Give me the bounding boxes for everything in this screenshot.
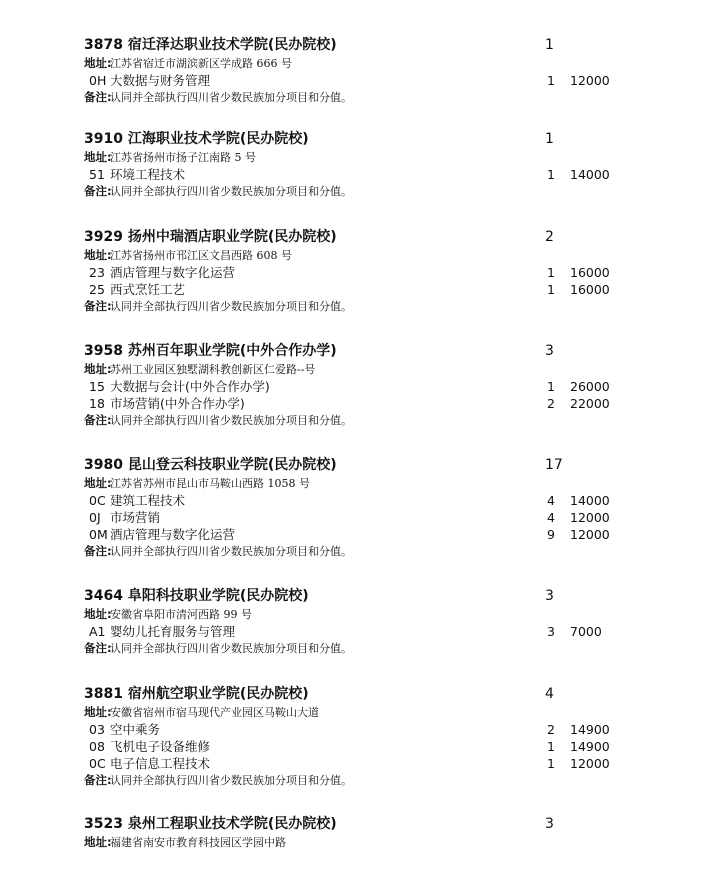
- school-entry: [0, 456, 716, 560]
- major-name: 酒店管理与数字化运营: [110, 527, 236, 542]
- major-row: [0, 755, 716, 772]
- school-title: 3929 扬州中瑞酒店职业学院(民办院校): [84, 229, 337, 245]
- major-plan-number: 2: [547, 396, 555, 411]
- note-row: [0, 89, 716, 106]
- major-row: [0, 166, 716, 183]
- address-label: 地址:: [84, 705, 112, 719]
- major-tuition-fee: 14900: [570, 722, 610, 737]
- address-row: [0, 704, 716, 721]
- major-code: 18: [89, 396, 105, 411]
- address-text: 福建省南安市教育科技园区学园中路: [110, 836, 286, 849]
- major-row: [0, 623, 716, 640]
- address-text: 江苏省苏州市昆山市马鞍山西路 1058 号: [110, 477, 310, 490]
- major-plan-number: 1: [547, 265, 555, 280]
- major-plan-number: 1: [547, 73, 555, 88]
- address-row: [0, 475, 716, 492]
- school-plan-count: 2: [545, 229, 554, 245]
- address-text: 安徽省宿州市宿马现代产业园区马鞍山大道: [110, 706, 319, 719]
- major-tuition-fee: 12000: [570, 510, 610, 525]
- note-label: 备注:: [84, 544, 112, 558]
- school-plan-count: 3: [545, 588, 554, 604]
- major-tuition-fee: 12000: [570, 73, 610, 88]
- school-plan-count: 3: [545, 816, 554, 832]
- major-name: 电子信息工程技术: [110, 756, 211, 771]
- school-header: [0, 685, 716, 704]
- major-plan-number: 9: [547, 527, 555, 542]
- major-plan-number: 1: [547, 379, 555, 394]
- note-row: [0, 772, 716, 789]
- school-title: 3878 宿迁泽达职业技术学院(民办院校): [84, 37, 337, 53]
- address-label: 地址:: [84, 362, 112, 376]
- school-plan-count: 1: [545, 37, 554, 53]
- school-title: 3881 宿州航空职业学院(民办院校): [84, 686, 309, 702]
- address-label: 地址:: [84, 150, 112, 164]
- major-row: [0, 526, 716, 543]
- address-label: 地址:: [84, 248, 112, 262]
- school-entry: [0, 815, 716, 851]
- school-plan-count: 4: [545, 686, 554, 702]
- address-label: 地址:: [84, 56, 112, 70]
- major-row: [0, 721, 716, 738]
- note-label: 备注:: [84, 299, 112, 313]
- major-code: 25: [89, 282, 105, 297]
- address-label: 地址:: [84, 607, 112, 621]
- note-label: 备注:: [84, 641, 112, 655]
- note-label: 备注:: [84, 773, 112, 787]
- note-row: [0, 640, 716, 657]
- school-title: 3523 泉州工程职业技术学院(民办院校): [84, 816, 337, 832]
- note-label: 备注:: [84, 413, 112, 427]
- major-name: 大数据与财务管理: [110, 73, 211, 88]
- major-tuition-fee: 12000: [570, 756, 610, 771]
- school-title: 3464 阜阳科技职业学院(民办院校): [84, 588, 309, 604]
- school-header: [0, 228, 716, 247]
- address-text: 江苏省扬州市邗江区文昌西路 608 号: [110, 249, 292, 262]
- school-entry: [0, 342, 716, 429]
- major-name: 环境工程技术: [110, 167, 186, 182]
- note-text: 认同并全部执行四川省少数民族加分项目和分值。: [110, 91, 352, 104]
- address-label: 地址:: [84, 476, 112, 490]
- major-name: 市场营销: [110, 510, 161, 525]
- major-plan-number: 3: [547, 624, 555, 639]
- major-tuition-fee: 14000: [570, 167, 610, 182]
- major-row: [0, 492, 716, 509]
- address-text: 安徽省阜阳市清河西路 99 号: [110, 608, 252, 621]
- school-entry: [0, 587, 716, 657]
- note-label: 备注:: [84, 184, 112, 198]
- school-header: [0, 36, 716, 55]
- note-row: [0, 412, 716, 429]
- address-text: 江苏省宿迁市湖滨新区学成路 666 号: [110, 57, 292, 70]
- note-label: 备注:: [84, 90, 112, 104]
- address-text: 江苏省扬州市扬子江南路 5 号: [110, 151, 256, 164]
- school-header: [0, 587, 716, 606]
- school-title: 3958 苏州百年职业学院(中外合作办学): [84, 343, 337, 359]
- address-row: [0, 55, 716, 72]
- major-row: [0, 264, 716, 281]
- school-title: 3980 昆山登云科技职业学院(民办院校): [84, 457, 337, 473]
- major-plan-number: 4: [547, 493, 555, 508]
- school-title: 3910 江海职业技术学院(民办院校): [84, 131, 309, 147]
- major-row: [0, 395, 716, 412]
- note-text: 认同并全部执行四川省少数民族加分项目和分值。: [110, 774, 352, 787]
- major-tuition-fee: 7000: [570, 624, 602, 639]
- major-name: 酒店管理与数字化运营: [110, 265, 236, 280]
- school-plan-count: 17: [545, 457, 563, 473]
- major-name: 西式烹饪工艺: [110, 282, 186, 297]
- address-row: [0, 149, 716, 166]
- major-code: A1: [89, 624, 106, 639]
- major-tuition-fee: 14000: [570, 493, 610, 508]
- address-text: 苏州工业园区独墅湖科教创新区仁爱路--号: [110, 363, 316, 376]
- major-code: 15: [89, 379, 105, 394]
- school-entry: [0, 130, 716, 200]
- note-text: 认同并全部执行四川省少数民族加分项目和分值。: [110, 642, 352, 655]
- major-row: [0, 281, 716, 298]
- school-header: [0, 130, 716, 149]
- major-row: [0, 509, 716, 526]
- note-text: 认同并全部执行四川省少数民族加分项目和分值。: [110, 414, 352, 427]
- school-header: [0, 815, 716, 834]
- major-code: 23: [89, 265, 105, 280]
- major-plan-number: 1: [547, 756, 555, 771]
- major-plan-number: 1: [547, 282, 555, 297]
- major-plan-number: 1: [547, 167, 555, 182]
- major-code: 03: [89, 722, 105, 737]
- address-row: [0, 247, 716, 264]
- note-text: 认同并全部执行四川省少数民族加分项目和分值。: [110, 545, 352, 558]
- address-row: [0, 361, 716, 378]
- major-code: 08: [89, 739, 105, 754]
- school-entry: [0, 228, 716, 315]
- school-entry: [0, 36, 716, 106]
- major-row: [0, 72, 716, 89]
- major-tuition-fee: 12000: [570, 527, 610, 542]
- major-code: 0H: [89, 73, 107, 88]
- major-tuition-fee: 14900: [570, 739, 610, 754]
- note-row: [0, 183, 716, 200]
- major-code: 0C: [89, 756, 106, 771]
- major-code: 0M: [89, 527, 108, 542]
- school-entry: [0, 685, 716, 789]
- major-tuition-fee: 26000: [570, 379, 610, 394]
- school-header: [0, 456, 716, 475]
- school-plan-count: 3: [545, 343, 554, 359]
- major-name: 婴幼儿托育服务与管理: [110, 624, 236, 639]
- note-text: 认同并全部执行四川省少数民族加分项目和分值。: [110, 300, 352, 313]
- major-code: 0C: [89, 493, 106, 508]
- major-row: [0, 738, 716, 755]
- address-row: [0, 834, 716, 851]
- major-plan-number: 4: [547, 510, 555, 525]
- school-header: [0, 342, 716, 361]
- note-row: [0, 298, 716, 315]
- major-name: 市场营销(中外合作办学): [110, 396, 245, 411]
- school-plan-count: 1: [545, 131, 554, 147]
- major-plan-number: 2: [547, 722, 555, 737]
- major-row: [0, 378, 716, 395]
- major-code: 0J: [89, 510, 101, 525]
- note-text: 认同并全部执行四川省少数民族加分项目和分值。: [110, 185, 352, 198]
- major-name: 飞机电子设备维修: [110, 739, 211, 754]
- address-row: [0, 606, 716, 623]
- major-tuition-fee: 16000: [570, 265, 610, 280]
- major-name: 空中乘务: [110, 722, 161, 737]
- major-plan-number: 1: [547, 739, 555, 754]
- address-label: 地址:: [84, 835, 112, 849]
- major-tuition-fee: 22000: [570, 396, 610, 411]
- major-name: 大数据与会计(中外合作办学): [110, 379, 270, 394]
- major-name: 建筑工程技术: [110, 493, 186, 508]
- major-code: 51: [89, 167, 105, 182]
- note-row: [0, 543, 716, 560]
- major-tuition-fee: 16000: [570, 282, 610, 297]
